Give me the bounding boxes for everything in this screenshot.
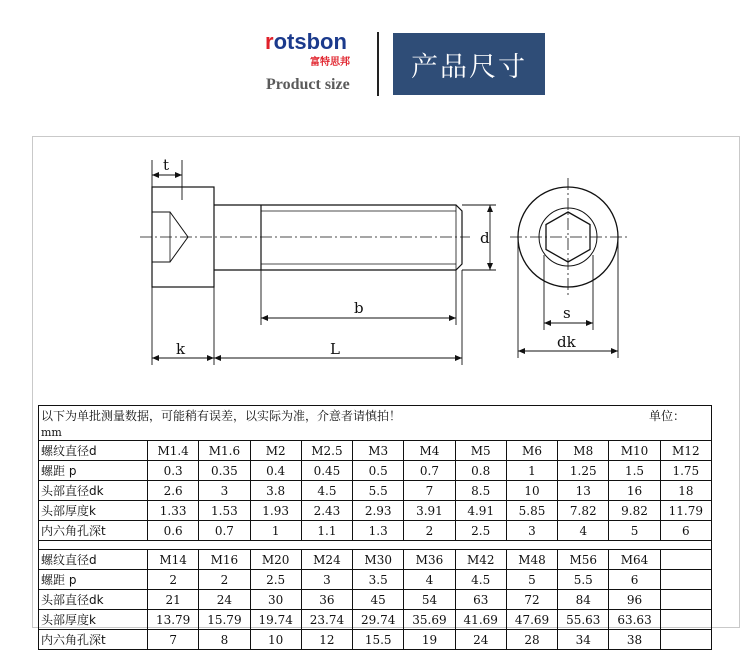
size-cell: M5 [455, 441, 506, 461]
value-cell: 2.43 [301, 501, 352, 521]
table-gap [39, 541, 712, 550]
size-cell: M16 [199, 550, 250, 570]
value-cell: 41.69 [455, 610, 506, 630]
value-cell: 5 [609, 521, 660, 541]
value-cell: 3.8 [250, 481, 301, 501]
table-row [39, 481, 712, 501]
value-cell: 1.3 [353, 521, 404, 541]
value-cell: 2 [148, 570, 199, 590]
row-label: 内六角孔深t [39, 630, 148, 650]
value-cell: 8.5 [455, 481, 506, 501]
value-cell: 28 [506, 630, 557, 650]
size-cell [660, 550, 711, 570]
value-cell: 1.93 [250, 501, 301, 521]
value-cell: 2.93 [353, 501, 404, 521]
value-cell: 35.69 [404, 610, 455, 630]
size-cell: M2 [250, 441, 301, 461]
label-dk: dk [557, 333, 576, 351]
value-cell: 3 [199, 481, 250, 501]
value-cell: 10 [250, 630, 301, 650]
table-row [39, 570, 712, 590]
value-cell: 12 [301, 630, 352, 650]
row-label: 螺距 p [39, 570, 148, 590]
value-cell: 38 [609, 630, 660, 650]
label-s: s [563, 304, 571, 322]
value-cell: 24 [455, 630, 506, 650]
value-cell: 3.91 [404, 501, 455, 521]
value-cell [660, 590, 711, 610]
screw-shank [214, 205, 462, 270]
table-row [39, 521, 712, 541]
size-cell: M1.6 [199, 441, 250, 461]
value-cell: 3 [506, 521, 557, 541]
table-note: 以下为单批测量数据，可能稍有误差，以实际为准，介意者请慎拍！ [41, 408, 402, 423]
logo-chinese-name: 富特思邦 [310, 57, 350, 68]
table-row [39, 501, 712, 521]
size-cell: M30 [353, 550, 404, 570]
size-cell: M48 [506, 550, 557, 570]
value-cell: 21 [148, 590, 199, 610]
table-row [39, 610, 712, 630]
table-group-2 [39, 550, 712, 650]
value-cell: 2 [199, 570, 250, 590]
value-cell: 1.25 [558, 461, 609, 481]
value-cell: 6 [609, 570, 660, 590]
table-header-row [39, 441, 712, 461]
value-cell: 0.4 [250, 461, 301, 481]
value-cell: 34 [558, 630, 609, 650]
end-view-socket-circle [539, 208, 597, 266]
size-cell: M3 [353, 441, 404, 461]
size-cell: M4 [404, 441, 455, 461]
size-table [38, 405, 712, 650]
table-row [39, 630, 712, 650]
value-cell: 47.69 [506, 610, 557, 630]
value-cell: 23.74 [301, 610, 352, 630]
value-cell: 0.3 [148, 461, 199, 481]
size-cell: M12 [660, 441, 711, 461]
value-cell: 84 [558, 590, 609, 610]
value-cell: 19 [404, 630, 455, 650]
size-cell: M10 [609, 441, 660, 461]
size-cell: M42 [455, 550, 506, 570]
value-cell: 54 [404, 590, 455, 610]
size-cell: M6 [506, 441, 557, 461]
value-cell: 29.74 [353, 610, 404, 630]
unit-label: 单位： [648, 408, 685, 423]
size-cell: M64 [609, 550, 660, 570]
value-cell: 1.53 [199, 501, 250, 521]
value-cell: 16 [609, 481, 660, 501]
value-cell: 30 [250, 590, 301, 610]
table-note-cell [39, 406, 712, 425]
value-cell: 2.5 [455, 521, 506, 541]
value-cell: 4.5 [455, 570, 506, 590]
size-cell: M36 [404, 550, 455, 570]
table-row [39, 590, 712, 610]
section-title: 产品尺寸 [393, 33, 545, 95]
value-cell: 10 [506, 481, 557, 501]
size-cell: M8 [558, 441, 609, 461]
value-cell: 1 [250, 521, 301, 541]
row-label: 头部直径dk [39, 481, 148, 501]
value-cell: 8 [199, 630, 250, 650]
value-cell: 4.91 [455, 501, 506, 521]
row-label: 螺纹直径d [39, 441, 148, 461]
value-cell: 24 [199, 590, 250, 610]
value-cell: 11.79 [660, 501, 711, 521]
size-cell: M14 [148, 550, 199, 570]
label-d: d [480, 229, 490, 247]
value-cell: 4 [558, 521, 609, 541]
value-cell: 2.5 [250, 570, 301, 590]
value-cell [660, 630, 711, 650]
value-cell: 1.33 [148, 501, 199, 521]
value-cell [660, 570, 711, 590]
value-cell: 0.45 [301, 461, 352, 481]
value-cell [660, 610, 711, 630]
row-label: 螺距 p [39, 461, 148, 481]
value-cell: 13.79 [148, 610, 199, 630]
unit-value: mm [39, 424, 712, 441]
label-b: b [354, 299, 364, 317]
value-cell: 63.63 [609, 610, 660, 630]
value-cell: 2.6 [148, 481, 199, 501]
size-cell: M20 [250, 550, 301, 570]
value-cell: 4.5 [301, 481, 352, 501]
value-cell: 15.5 [353, 630, 404, 650]
value-cell: 63 [455, 590, 506, 610]
value-cell: 5 [506, 570, 557, 590]
label-L: L [330, 340, 340, 358]
value-cell: 7 [148, 630, 199, 650]
value-cell: 6 [660, 521, 711, 541]
label-t: t [163, 156, 170, 174]
row-label: 头部直径dk [39, 590, 148, 610]
value-cell: 18 [660, 481, 711, 501]
size-cell: M2.5 [301, 441, 352, 461]
value-cell: 19.74 [250, 610, 301, 630]
row-label: 螺纹直径d [39, 550, 148, 570]
value-cell: 1.1 [301, 521, 352, 541]
value-cell: 13 [558, 481, 609, 501]
table-header-row [39, 550, 712, 570]
value-cell: 3.5 [353, 570, 404, 590]
value-cell: 55.63 [558, 610, 609, 630]
value-cell: 45 [353, 590, 404, 610]
value-cell: 96 [609, 590, 660, 610]
value-cell: 0.7 [199, 521, 250, 541]
value-cell: 15.79 [199, 610, 250, 630]
size-cell: M1.4 [148, 441, 199, 461]
value-cell: 5.5 [558, 570, 609, 590]
label-k: k [176, 340, 186, 358]
table-row [39, 461, 712, 481]
value-cell: 5.85 [506, 501, 557, 521]
logo-initial: r [265, 29, 274, 54]
value-cell: 3 [301, 570, 352, 590]
size-cell: M56 [558, 550, 609, 570]
value-cell: 0.8 [455, 461, 506, 481]
value-cell: 1.75 [660, 461, 711, 481]
value-cell: 7.82 [558, 501, 609, 521]
value-cell: 2 [404, 521, 455, 541]
value-cell: 72 [506, 590, 557, 610]
size-cell: M24 [301, 550, 352, 570]
value-cell: 1.5 [609, 461, 660, 481]
value-cell: 0.35 [199, 461, 250, 481]
value-cell: 7 [404, 481, 455, 501]
value-cell: 0.7 [404, 461, 455, 481]
row-label: 头部厚度k [39, 610, 148, 630]
value-cell: 9.82 [609, 501, 660, 521]
value-cell: 0.6 [148, 521, 199, 541]
value-cell: 36 [301, 590, 352, 610]
value-cell: 4 [404, 570, 455, 590]
row-label: 头部厚度k [39, 501, 148, 521]
value-cell: 1 [506, 461, 557, 481]
product-size-subtitle: Product size [266, 76, 350, 93]
value-cell: 5.5 [353, 481, 404, 501]
row-label: 内六角孔深t [39, 521, 148, 541]
logo-text: otsbon [273, 29, 347, 54]
value-cell: 0.5 [353, 461, 404, 481]
table-group-1 [39, 441, 712, 541]
